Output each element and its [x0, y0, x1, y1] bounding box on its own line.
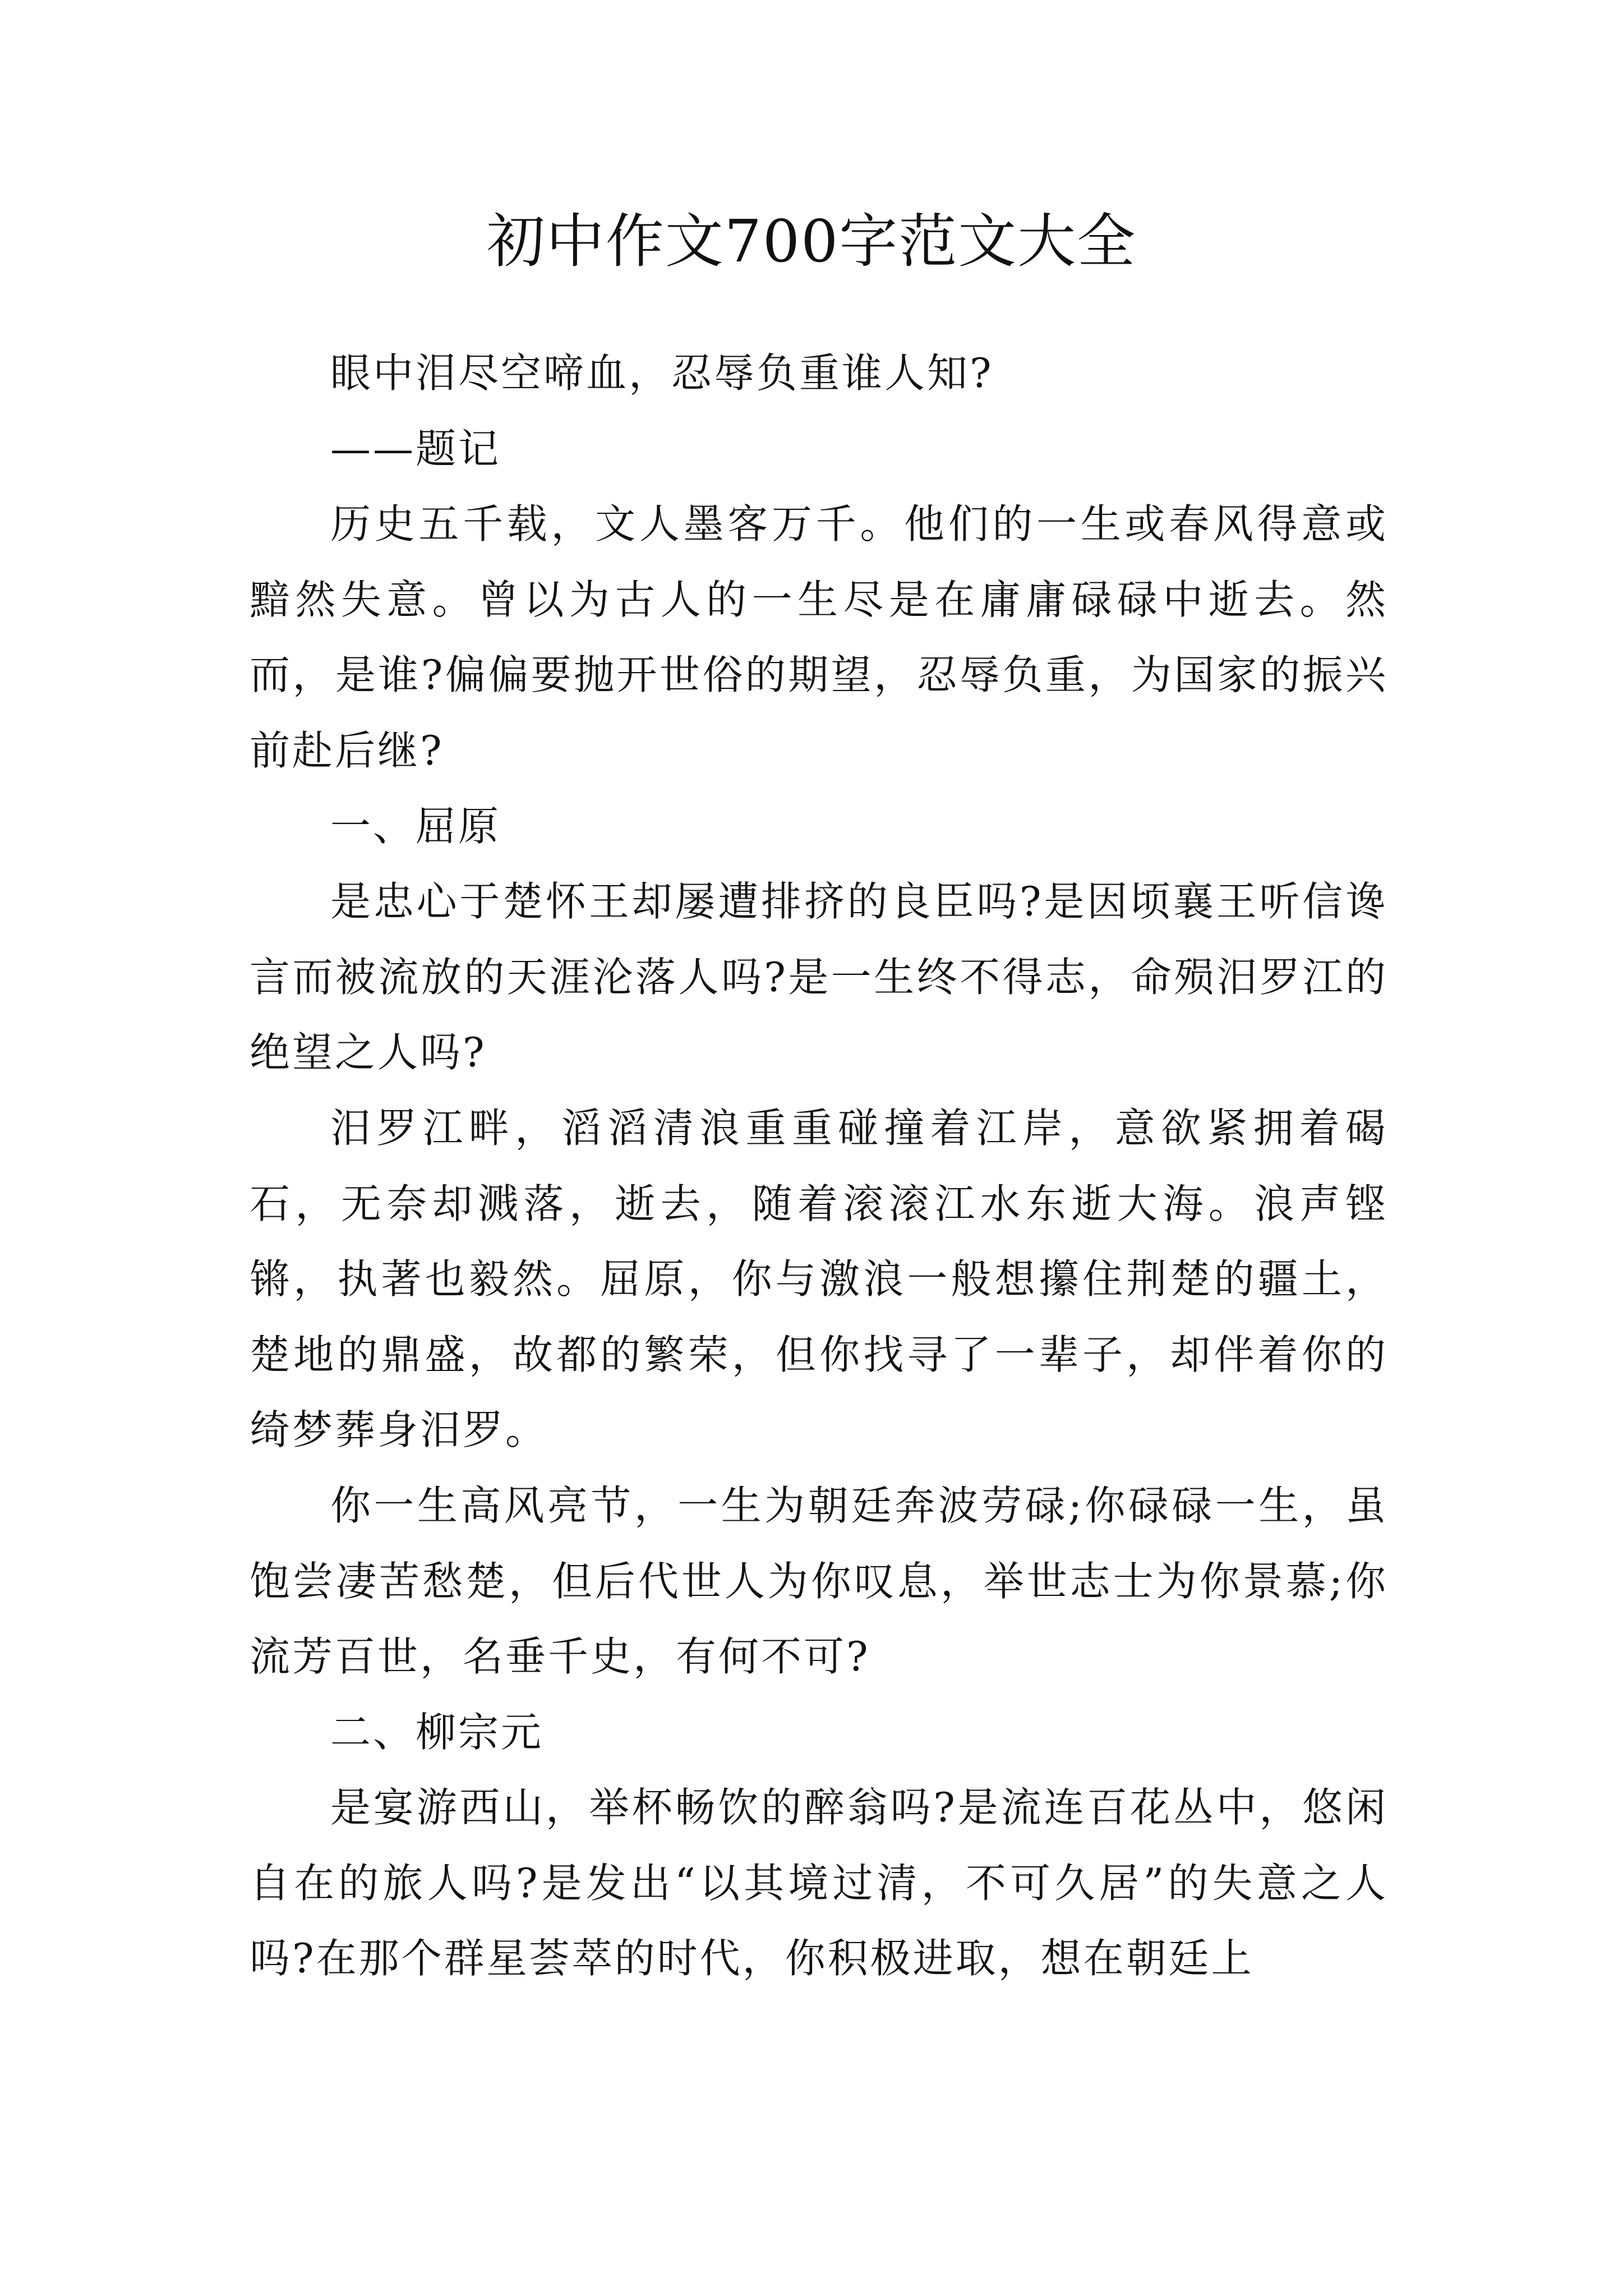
- body-paragraph: 是忠心于楚怀王却屡遭排挤的良臣吗?是因顷襄王听信谗言而被流放的天涯沦落人吗?是一生终不得志，命殒汨罗江的绝望之人吗?: [250, 878, 1388, 1076]
- body-paragraph: 是宴游西山，举杯畅饮的醉翁吗?是流连百花丛中，悠闲自在的旅人吗?是发出“以其境过清，不可久居”的失意之人吗?在那个群星荟萃的时代，你积极进取，想在朝廷上: [250, 1784, 1388, 1982]
- section-heading-liu-zongyuan: 二、柳宗元: [330, 1708, 544, 1756]
- section-heading-qu-yuan: 一、屈原: [330, 802, 501, 850]
- epigraph-attribution: ——题记: [330, 425, 501, 472]
- document-title: 初中作文700字范文大全: [486, 207, 1137, 275]
- body-paragraph: 汨罗江畔，滔滔清浪重重碰撞着江岸，意欲紧拥着碣石，无奈却溅落，逝去，随着滚滚江水东逝大海。浪声铿锵，执著也毅然。屈原，你与激浪一般想攥住荆楚的疆土，楚地的鼎盛，故都的繁荣，但你找寻了一辈子，却伴着你的绮梦葬身汨罗。: [250, 1104, 1388, 1454]
- body-paragraph: 你一生高风亮节，一生为朝廷奔波劳碌;你碌碌一生，虽饱尝凄苦愁楚，但后代世人为你叹息，举世志士为你景慕;你流芳百世，名垂千史，有何不可?: [250, 1481, 1388, 1681]
- document-body: [250, 335, 1388, 1996]
- epigraph-line: 眼中泪尽空啼血，忍辱负重谁人知?: [330, 349, 994, 397]
- intro-paragraph: 历史五千载，文人墨客万千。他们的一生或春风得意或黯然失意。曾以为古人的一生尽是在庸庸碌碌中逝去。然而，是谁?偏偏要抛开世俗的期望，忍辱负重，为国家的振兴前赴后继?: [250, 500, 1388, 774]
